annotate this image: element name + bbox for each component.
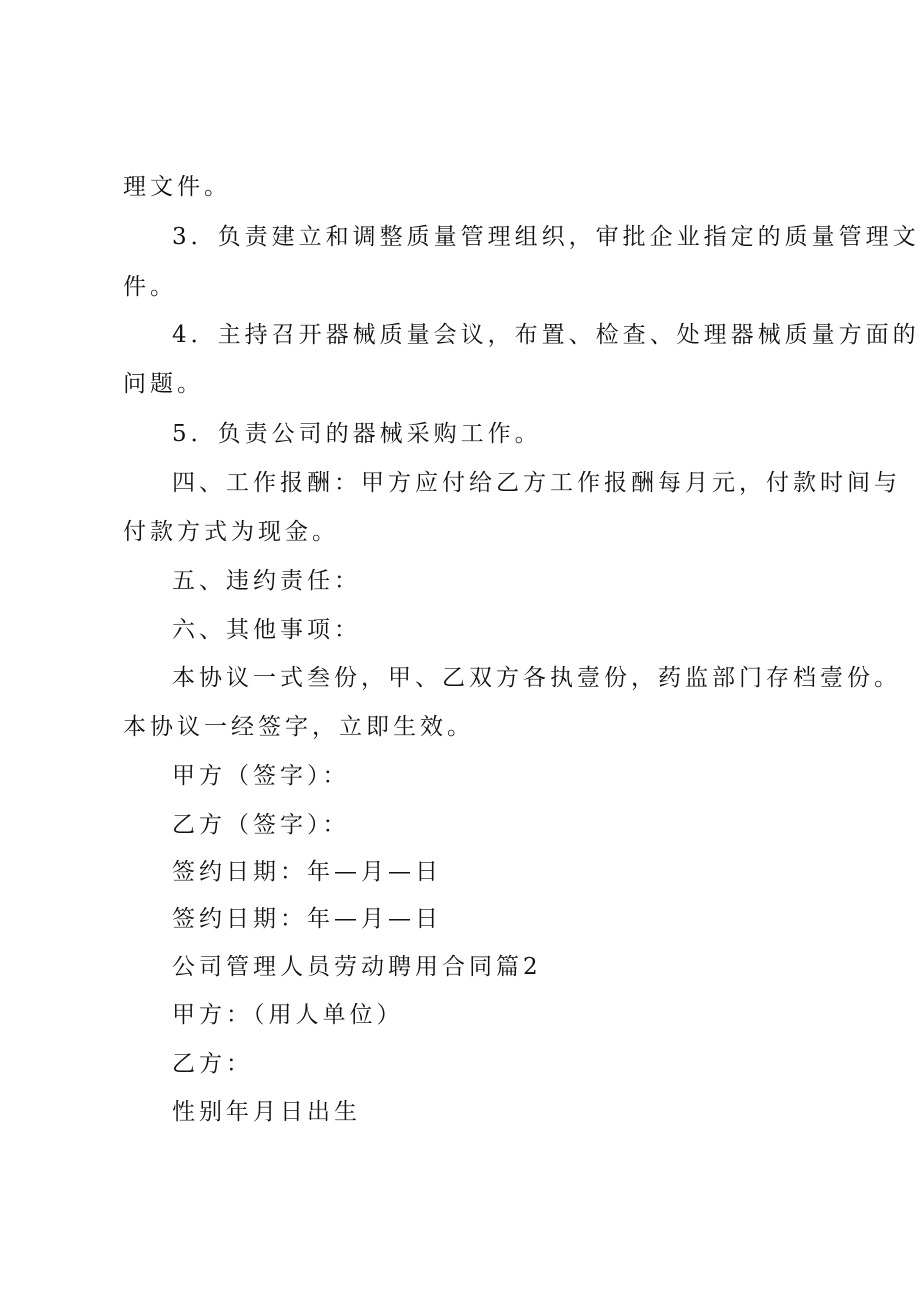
- sign-date-line: 签约日期：年—月—日: [172, 906, 442, 932]
- paragraph-line: 本协议一经签字，立即生效。: [123, 714, 474, 740]
- paragraph-line: 四、工作报酬：甲方应付给乙方工作报酬每月元，付款时间与: [172, 470, 901, 496]
- paragraph-line: 5．负责公司的器械采购工作。: [172, 421, 542, 447]
- signature-line-party-b: 乙方（签字）：: [172, 812, 350, 838]
- paragraph-line: 4．主持召开器械质量会议，布置、检查、处理器械质量方面的: [172, 322, 920, 348]
- paragraph-line: 件。: [123, 274, 177, 300]
- paragraph-line: 理文件。: [123, 174, 231, 200]
- paragraph-line: 付款方式为现金。: [123, 519, 339, 545]
- paragraph-line: 性别年月日出生: [172, 1099, 361, 1125]
- sign-date-line: 签约日期：年—月—日: [172, 859, 442, 885]
- section-heading: 六、其他事项：: [172, 617, 361, 643]
- section-heading: 五、违约责任：: [172, 568, 361, 594]
- party-a-line: 甲方：（用人单位）: [172, 1002, 404, 1028]
- party-b-line: 乙方：: [172, 1051, 253, 1077]
- contract-title: 公司管理人员劳动聘用合同篇2: [172, 954, 542, 980]
- paragraph-line: 本协议一式叁份，甲、乙双方各执壹份，药监部门存档壹份。: [172, 665, 901, 691]
- paragraph-line: 3．负责建立和调整质量管理组织，审批企业指定的质量管理文: [172, 224, 920, 250]
- paragraph-line: 问题。: [123, 371, 204, 397]
- signature-line-party-a: 甲方（签字）：: [172, 763, 350, 789]
